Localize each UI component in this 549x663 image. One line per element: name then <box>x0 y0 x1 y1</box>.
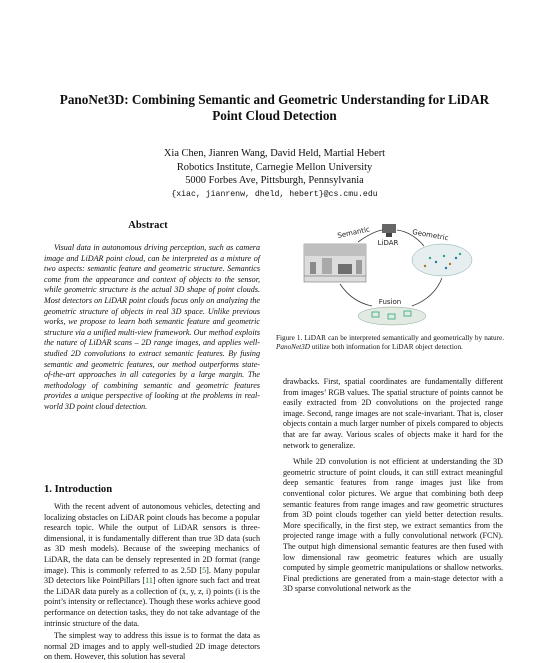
lidar-sensor-icon <box>382 224 396 237</box>
section-heading-introduction: 1. Introduction <box>44 484 113 495</box>
figure-1-illustration <box>300 218 478 328</box>
range-image <box>304 244 366 282</box>
intro-paragraph-2: The simplest way to address this issue is to format the data as normal 2D images and to apply well-studied 2D image detectors on them. However, this solution has several <box>44 631 260 662</box>
fused-detection-output <box>358 307 426 325</box>
author-block <box>40 147 509 201</box>
introduction-right-column <box>283 377 503 595</box>
author-emails: {xiac, jianrenw, dheld, hebert}@cs.cmu.edu <box>171 189 378 199</box>
label-lidar: LiDAR <box>377 239 399 247</box>
citation-link[interactable]: 11 <box>145 576 153 586</box>
citation-link[interactable]: 5 <box>202 565 207 575</box>
abstract-text: Visual data in autonomous driving perception, such as camera image and LiDAR point cloud, can be interpreted as a mixture of two aspects: semantic feature and geometric structure. Semantics come from the appearance and context of objects to the sensor, while geometric structure is the actual 3D shape of point clouds. Most detectors on LiDAR point clouds focus only on analyzing the geometric structure of objects in real 3D space. Unlike previous works, we propose to learn both semantic feature and geometric structure via a unified multi-view framework. Our method exploits the nature of LiDAR scans – 2D range images, and applies well-studied 2D convolutions to extract semantic features. By fusing semantic and geometric features, our method outperforms state-of-the-art approaches in all categories by a large margin. The methodology of combining semantic and geometric features provides a unique perspective of looking at the problems in real-world 3D point cloud detection. <box>44 243 260 411</box>
figure-1-caption: Figure 1. LiDAR can be interpreted semantically and geometrically by nature. PanoNet3D utilize both information for LiDAR object detection. <box>276 334 504 352</box>
label-fusion: Fusion <box>378 298 402 306</box>
abstract-heading: Abstract <box>128 220 168 231</box>
paper-title <box>40 92 509 124</box>
author-names: Xia Chen, Jianren Wang, David Held, Martial Hebert <box>163 148 386 159</box>
title-line-2: Point Cloud Detection <box>212 108 337 123</box>
address: 5000 Forbes Ave, Pittsburgh, Pennsylvania <box>185 175 364 187</box>
intro-paragraph-4: While 2D convolution is not efficient at understanding the 3D geometric structure of point clouds, it can still extract meaningful deep semantic features from range images just like from conventional color pictures. We argue that combining both deep semantic features from range images and raw geometric structures from 3D point clouds together can yield better detection results. More specifically, in the first step, we extract semantics from the projected range image with a fully convolutional network (FCN). The output high dimensional semantic features are then fused with low dimensional raw geometric features which are usually computed by simple geometric manipulations or shallow networks. Final predictions are generated from a main-stage detector with a 3D sparse convolutional network as the <box>283 457 503 594</box>
affiliation: Robotics Institute, Carnegie Mellon University <box>176 161 373 173</box>
intro-paragraph-1: With the recent advent of autonomous vehicles, detecting and localizing obstacles on LiDAR point clouds has become a popular research topic. While the output of LiDAR sensors is three-dimensional, it is fundamentally different than true 3D data (such as 3D mesh models). Because of the sweeping mechanics of LiDAR, the data can be densely represented in 2D format (range image). This is commonly referred to as 2.5D [5]. Many popular 3D detectors like PointPillars [11] often ignore such fact and treat the LiDAR data purely as a collection of (x, y, z, i) points (i is the point’s intensity or reflectance). Though these works achieve good performance on detection tasks, they do not take advantage of the intrinsic structure of the data. <box>44 502 261 628</box>
point-cloud <box>412 244 472 276</box>
label-semantic: Semantic <box>336 225 371 240</box>
abstract-body <box>44 243 260 413</box>
introduction-left-column <box>44 502 260 663</box>
intro-paragraph-3: drawbacks. First, spatial coordinates are fundamentally different from images’ RGB values. The spatial structure of points cannot be easily extracted from 2D convolutions on the projected range image. Second, range images are not scale-invariant. That is, closer objects contain a much larger number of pixels compared to objects that are far away. Various scales of objects make it hard for the network to generalize. <box>283 377 503 450</box>
title-line-1: PanoNet3D: Combining Semantic and Geometric Understanding for LiDAR <box>59 92 490 107</box>
label-geometric: Geometric <box>411 228 450 243</box>
figure-1 <box>300 218 478 328</box>
